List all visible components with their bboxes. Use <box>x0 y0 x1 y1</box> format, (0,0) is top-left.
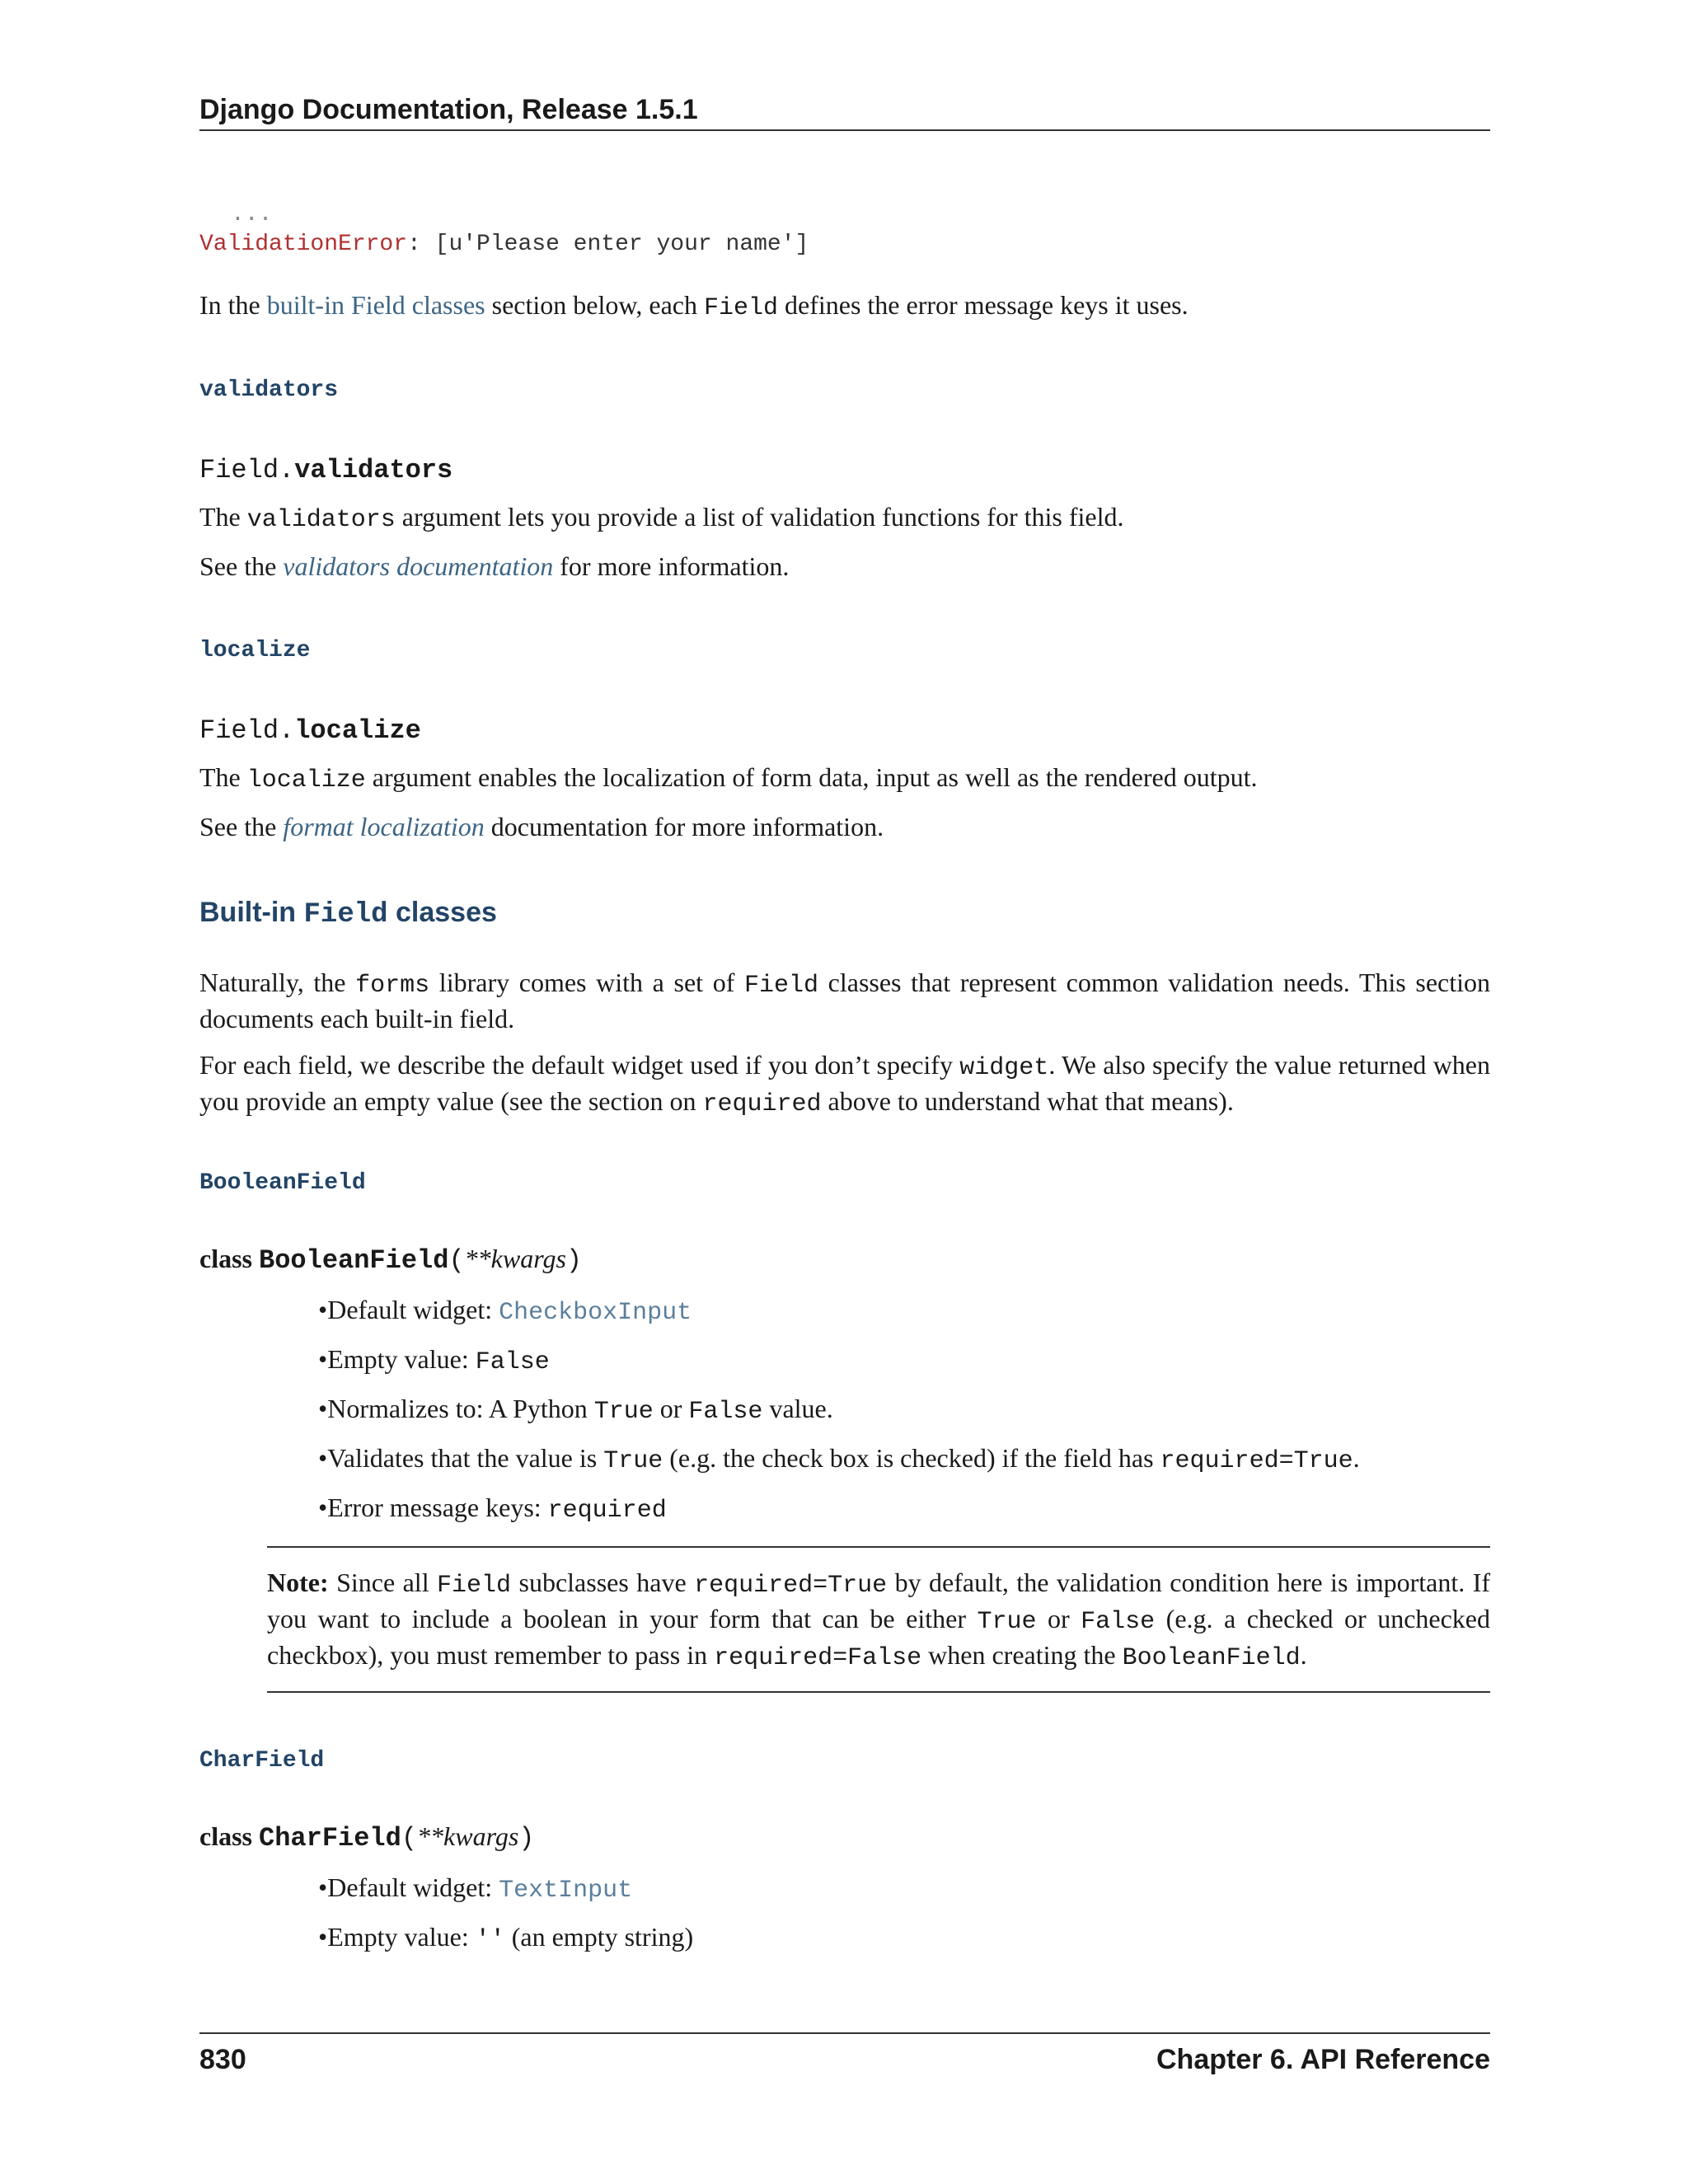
code-error-name: ValidationError <box>199 232 408 257</box>
validators-heading: validators <box>199 377 339 403</box>
footer-rule <box>199 2032 1490 2034</box>
booleanfield-normalizes: •Normalizes to: A Python True or False value. <box>318 1394 833 1426</box>
booleanfield-error-keys: •Error message keys: required <box>318 1493 667 1525</box>
format-localization-link[interactable]: format localization <box>283 812 485 841</box>
builtin-widget-paragraph: For each field, we describe the default widget used if you don’t specify widget. We also specify the value returned when you provide an empty value (see the section on required above to understand what that means). <box>199 1050 1491 1118</box>
builtin-field-classes-heading: Built-in Field classes <box>199 897 497 930</box>
chapter-title: Chapter 6. API Reference <box>1156 2044 1490 2075</box>
charfield-empty-value: •Empty value: '' (an empty string) <box>318 1922 694 1954</box>
booleanfield-empty-value: •Empty value: False <box>318 1344 550 1376</box>
note-text: Note: Since all Field subclasses have required=True by default, the validation condition here is important. If you want to include a boolean in your form that can be either True or False (e.g. a checked or unchecked checkbox), you must remember to pass in required=False when creating the BooleanField. <box>267 1568 1491 1672</box>
booleanfield-signature: class BooleanField(**kwargs) <box>199 1244 583 1276</box>
builtin-intro-paragraph: Naturally, the forms library comes with a set of Field classes that represent common validation needs. This section documents each built-in field. <box>199 968 1490 1033</box>
intro-paragraph: In the built-in Field classes section below, each Field defines the error message keys it uses. <box>199 290 1189 322</box>
code-ellipsis: ... <box>231 202 273 227</box>
note-admonition <box>267 1546 1490 1693</box>
checkboxinput-link[interactable]: CheckboxInput <box>499 1299 692 1327</box>
localize-heading: localize <box>199 638 311 663</box>
validators-description: The validators argument lets you provide a list of validation functions for this field. <box>199 502 1124 534</box>
note-bottom-rule <box>267 1691 1490 1693</box>
header-rule <box>199 129 1490 131</box>
validators-see-also: See the validators documentation for more information. <box>199 551 790 581</box>
charfield-heading: CharField <box>199 1748 325 1774</box>
validators-documentation-link[interactable]: validators documentation <box>283 551 554 581</box>
charfield-default-widget: •Default widget: TextInput <box>318 1872 633 1905</box>
textinput-link[interactable]: TextInput <box>499 1877 633 1905</box>
document-page <box>199 0 1490 2184</box>
booleanfield-heading: BooleanField <box>199 1170 366 1196</box>
validators-signature: Field.validators <box>199 455 453 485</box>
builtin-field-classes-link[interactable]: built-in Field classes <box>266 290 485 320</box>
localize-description: The localize argument enables the localization of form data, input as well as the rendered output. <box>199 762 1258 794</box>
booleanfield-validates: •Validates that the value is True (e.g. the check box is checked) if the field has required=True. <box>318 1443 1360 1475</box>
localize-signature: Field.localize <box>199 715 421 746</box>
code-line <box>199 231 809 259</box>
localize-see-also: See the format localization documentation for more information. <box>199 812 884 841</box>
code-error-rest: : [u'Please enter your name'] <box>407 232 809 257</box>
booleanfield-default-widget: •Default widget: CheckboxInput <box>318 1295 692 1327</box>
note-label: Note: <box>267 1568 329 1597</box>
page-number: 830 <box>199 2044 246 2075</box>
charfield-signature: class CharField(**kwargs) <box>199 1821 535 1854</box>
running-header: Django Documentation, Release 1.5.1 <box>199 94 698 125</box>
